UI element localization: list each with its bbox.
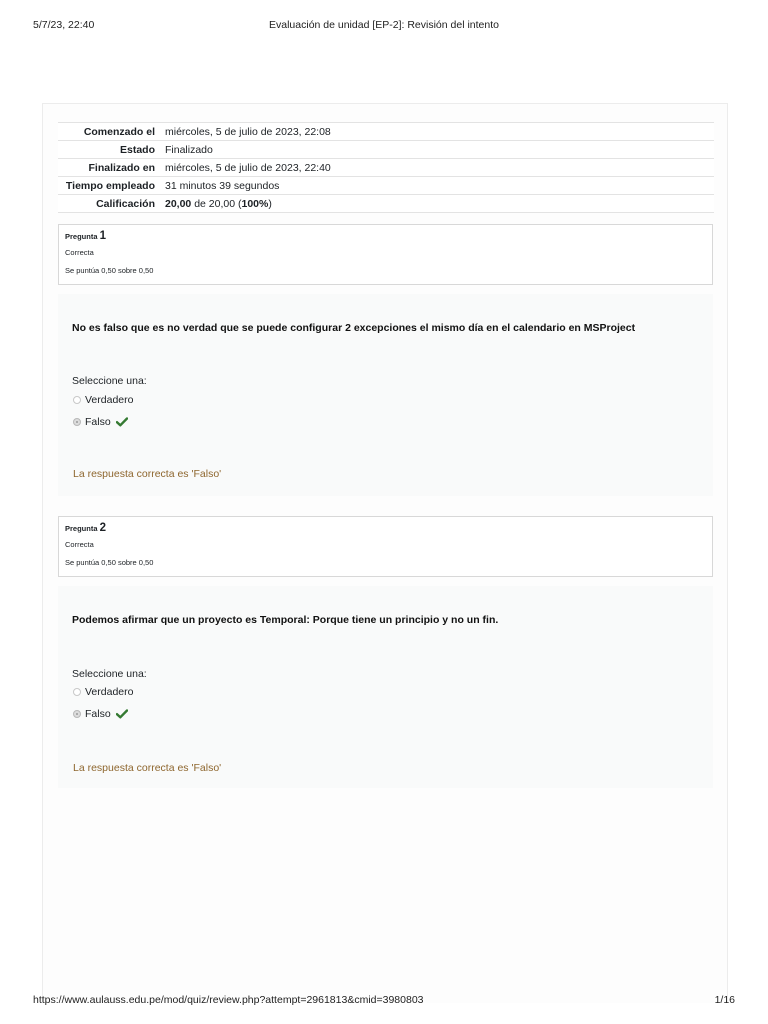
answer-prompt: Seleccione una: [72,668,147,680]
question-content-2 [58,586,713,788]
print-page-title: Evaluación de unidad [EP-2]: Revisión del intento [269,19,499,31]
question-grade: Se puntúa 0,50 sobre 0,50 [65,558,154,567]
summary-row-time-taken [58,177,714,195]
summary-value: 31 minutos 39 segundos [160,177,714,195]
summary-row-state [58,141,714,159]
question-text: Podemos afirmar que un proyecto es Temporal: Porque tiene un principio y no un fin. [72,614,499,626]
question-content-1 [58,294,713,496]
question-number-value: 2 [99,522,107,534]
summary-label: Finalizado en [58,159,160,177]
radio-checked[interactable] [73,710,81,718]
option-label: Verdadero [85,394,134,406]
check-icon [116,417,128,427]
print-header [33,19,735,33]
question-number [65,229,706,244]
question-state: Correcta [65,248,94,257]
option-falso[interactable] [73,707,128,721]
summary-label: Tiempo empleado [58,177,160,195]
grade-close: ) [268,197,272,210]
summary-value: miércoles, 5 de julio de 2023, 22:08 [160,123,714,141]
grade-percent: 100% [241,197,269,210]
question-info-2 [58,516,713,577]
question-info-1 [58,224,713,285]
summary-label: Comenzado el [58,123,160,141]
question-grade: Se puntúa 0,50 sobre 0,50 [65,266,154,275]
summary-row-grade [58,195,714,213]
page-url: https://www.aulauss.edu.pe/mod/quiz/review.php?attempt=2961813&cmid=3980803 [33,994,424,1006]
print-footer [33,994,735,1008]
option-falso[interactable] [73,415,128,429]
quiz-review-page [42,103,728,1003]
correct-answer-feedback: La respuesta correcta es 'Falso' [73,762,222,774]
summary-value: Finalizado [160,141,714,159]
correct-answer-feedback: La respuesta correcta es 'Falso' [73,468,222,480]
answer-prompt: Seleccione una: [72,375,147,387]
option-verdadero[interactable] [73,393,133,407]
summary-value: miércoles, 5 de julio de 2023, 22:40 [160,159,714,177]
page-number: 1/16 [714,994,735,1006]
print-datetime: 5/7/23, 22:40 [33,19,95,31]
summary-grade-value [160,195,714,213]
question-state: Correcta [65,540,94,549]
question-number [65,521,706,536]
radio-checked[interactable] [73,418,81,426]
option-label: Verdadero [85,686,134,698]
summary-row-started [58,123,714,141]
summary-row-finished [58,159,714,177]
option-label: Falso [85,416,111,428]
attempt-summary-table [58,122,714,213]
summary-label: Calificación [58,195,160,213]
check-icon [116,709,128,719]
summary-label: Estado [58,141,160,159]
radio-unchecked[interactable] [73,688,81,696]
question-label: Pregunta [65,524,98,533]
question-label: Pregunta [65,232,98,241]
option-label: Falso [85,708,111,720]
radio-unchecked[interactable] [73,396,81,404]
grade-of: de 20,00 ( [194,197,242,210]
question-number-value: 1 [99,230,107,242]
option-verdadero[interactable] [73,685,133,699]
grade-score: 20,00 [165,197,192,210]
question-text: No es falso que es no verdad que se puede configurar 2 excepciones el mismo día en el calendario en MSProject [72,322,636,334]
